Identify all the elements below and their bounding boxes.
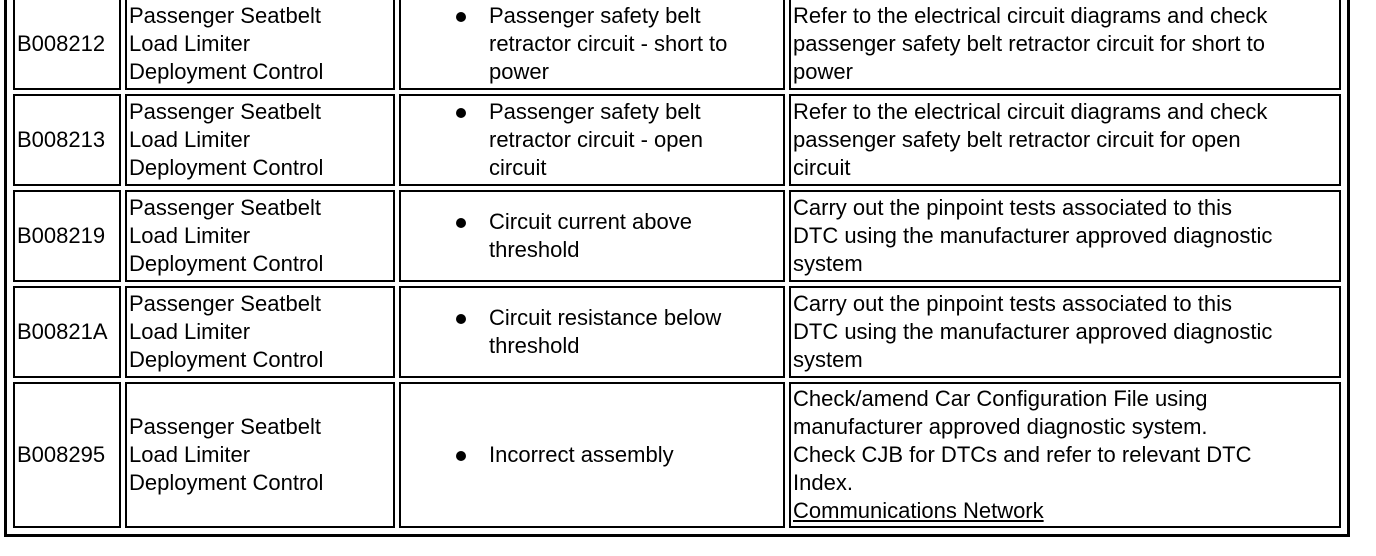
text-line: threshold xyxy=(489,333,580,358)
text-line: Check/amend Car Configuration File using xyxy=(793,386,1208,411)
text-line: Deployment Control xyxy=(129,59,324,84)
text-line: Check CJB for DTCs and refer to relevant DTC xyxy=(793,442,1252,467)
component-description xyxy=(125,286,395,378)
text-line: retractor circuit - short to xyxy=(489,31,728,56)
dtc-code: B008219 xyxy=(13,190,121,282)
component-description xyxy=(125,382,395,528)
text-line: Deployment Control xyxy=(129,155,324,180)
action xyxy=(789,190,1341,282)
text-line: circuit xyxy=(793,155,851,180)
text-line: Passenger Seatbelt xyxy=(129,414,322,439)
table-row xyxy=(13,190,1341,282)
text-line: Index. xyxy=(793,470,853,495)
dtc-table-frame xyxy=(4,0,1350,537)
text-line: power xyxy=(793,59,853,84)
component-description xyxy=(125,94,395,186)
component-description xyxy=(125,190,395,282)
text-line: Carry out the pinpoint tests associated to this xyxy=(793,195,1233,220)
dtc-code: B008213 xyxy=(13,94,121,186)
action xyxy=(789,382,1341,528)
text-line: DTC using the manufacturer approved diagnostic xyxy=(793,319,1273,344)
fault-condition xyxy=(399,382,785,528)
text-line: Load Limiter xyxy=(129,319,251,344)
text-line: Passenger safety belt xyxy=(489,99,701,124)
text-line: Carry out the pinpoint tests associated to this xyxy=(793,291,1233,316)
dtc-code: B008295 xyxy=(13,382,121,528)
table-row xyxy=(13,94,1341,186)
list-item xyxy=(489,208,783,264)
text-line: Load Limiter xyxy=(129,442,251,467)
dtc-code: B00821A xyxy=(13,286,121,378)
text-line: Passenger Seatbelt xyxy=(129,3,322,28)
communications-network-link[interactable]: Communications Network xyxy=(793,498,1044,523)
fault-condition xyxy=(399,94,785,186)
text-line: passenger safety belt retractor circuit for short to xyxy=(793,31,1265,56)
action xyxy=(789,0,1341,90)
list-item xyxy=(489,304,783,360)
fault-condition xyxy=(399,190,785,282)
text-line: manufacturer approved diagnostic system. xyxy=(793,414,1208,439)
text-line: Load Limiter xyxy=(129,31,251,56)
text-line: power xyxy=(489,59,549,84)
text-line: Refer to the electrical circuit diagrams and check xyxy=(793,3,1268,28)
component-description xyxy=(125,0,395,90)
text-line: threshold xyxy=(489,237,580,262)
text-line: DTC using the manufacturer approved diagnostic xyxy=(793,223,1273,248)
table-row xyxy=(13,382,1341,528)
text-line: passenger safety belt retractor circuit for open xyxy=(793,127,1241,152)
list-item xyxy=(489,98,783,182)
dtc-code: B008212 xyxy=(13,0,121,90)
text-line: Load Limiter xyxy=(129,127,251,152)
text-line: Deployment Control xyxy=(129,251,324,276)
text-line: Refer to the electrical circuit diagrams and check xyxy=(793,99,1268,124)
dtc-table xyxy=(9,0,1345,532)
text-line: Load Limiter xyxy=(129,223,251,248)
table-row xyxy=(13,286,1341,378)
action xyxy=(789,286,1341,378)
table-row xyxy=(13,0,1341,90)
action xyxy=(789,94,1341,186)
text-line: Circuit resistance below xyxy=(489,305,722,330)
fault-condition xyxy=(399,0,785,90)
text-line: Passenger Seatbelt xyxy=(129,99,322,124)
text-line: Deployment Control xyxy=(129,470,324,495)
text-line: circuit xyxy=(489,155,547,180)
text-line: system xyxy=(793,251,863,276)
text-line: retractor circuit - open xyxy=(489,127,703,152)
text-line: Passenger safety belt xyxy=(489,3,701,28)
fault-condition xyxy=(399,286,785,378)
text-line: Passenger Seatbelt xyxy=(129,195,322,220)
text-line: Passenger Seatbelt xyxy=(129,291,322,316)
text-line: Deployment Control xyxy=(129,347,324,372)
text-line: Circuit current above xyxy=(489,209,692,234)
list-item xyxy=(489,2,783,86)
text-line: system xyxy=(793,347,863,372)
text-line: Incorrect assembly xyxy=(489,442,674,467)
list-item xyxy=(489,441,783,469)
